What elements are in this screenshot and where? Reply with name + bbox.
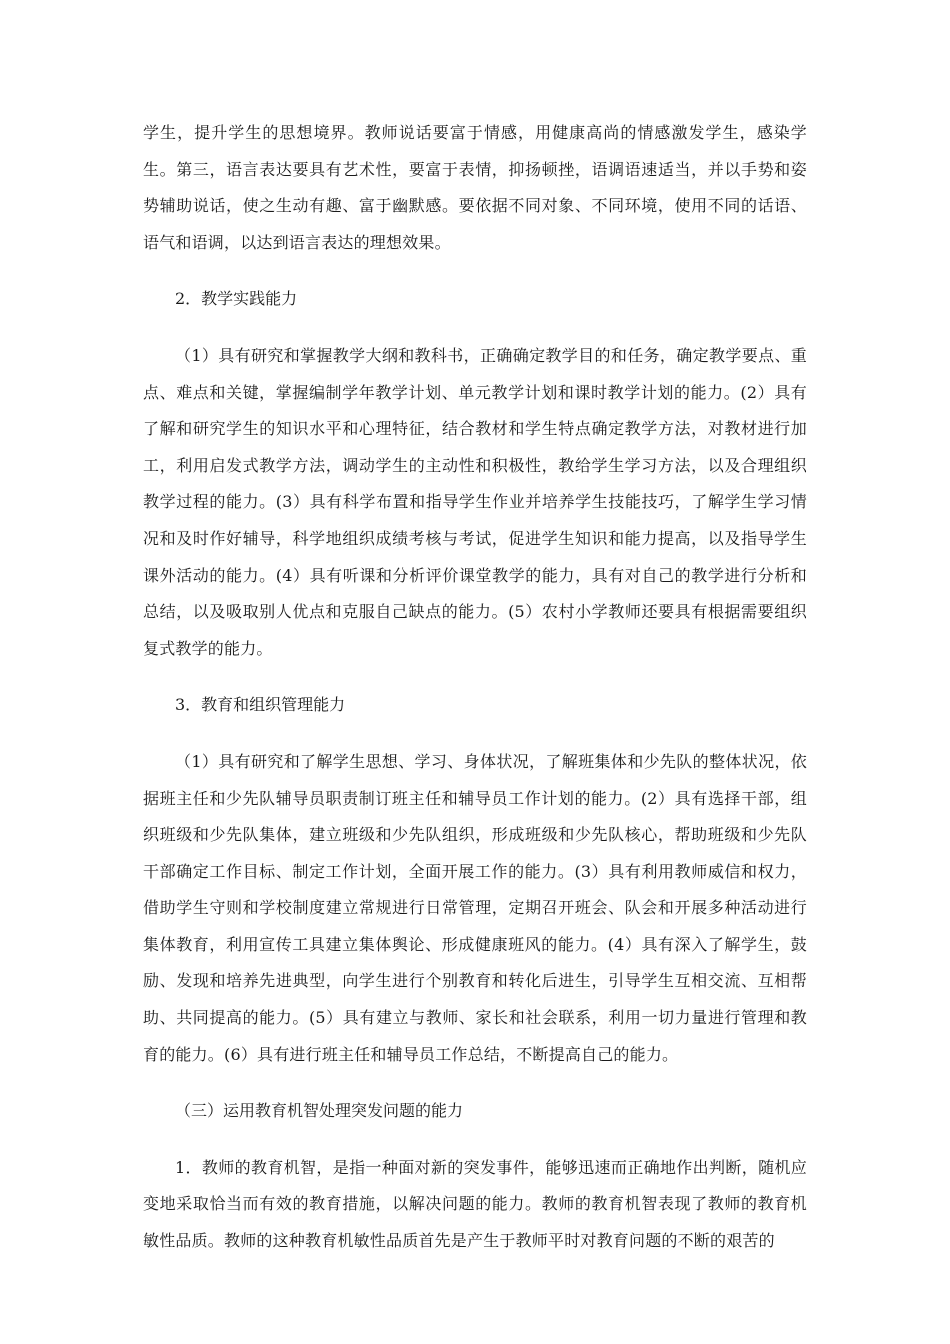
heading-education-management: 3．教育和组织管理能力 — [175, 695, 346, 715]
paragraph-intro: 学生，提升学生的思想境界。教师说话要富于情感，用健康高尚的情感激发学生，感染学生。第三，语言表达要具有艺术性，要富于表情，抑扬顿挫，语调语速适当，并以手势和姿势辅助说话，使之生动有趣、富于幽默感。要依据不同对象、不同环境，使用不同的话语、语气和语调，以达到语言表达的理想效果。 — [143, 123, 807, 252]
heading-teaching-practice: 2．教学实践能力 — [175, 289, 298, 309]
paragraph-gap — [143, 1130, 807, 1150]
paragraph-gap — [143, 318, 807, 338]
heading-educational-tact: （三）运用教育机智处理突发问题的能力 — [175, 1101, 464, 1121]
paragraph-gap — [143, 667, 807, 687]
paragraph-gap — [143, 1073, 807, 1093]
paragraph-educational-tact: 1．教师的教育机智，是指一种面对新的突发事件，能够迅速而正确地作出判断，随机应变地采取恰当而有效的教育措施，以解决问题的能力。教师的教育机智表现了教师的教育机敏性品质。教师的这种教育机敏性品质首先是产生于教师平时对教育问题的不断的艰苦的 — [143, 1157, 807, 1251]
paragraph-gap — [143, 724, 807, 744]
paragraph-gap — [143, 261, 807, 281]
paragraph-education-management: （1）具有研究和了解学生思想、学习、身体状况，了解班集体和少先队的整体状况，依据班主任和少先队辅导员职责制订班主任和辅导员工作计划的能力。(2）具有选择干部，组织班级和少先队集体，建立班级和少先队组织，形成班级和少先队核心，帮助班级和少先队干部确定工作目标、制定工作计划，全面开展工作的能力。(3）具有利用教师威信和权力，借助学生守则和学校制度建立常规进行日常管理，定期召开班会、队会和开展多种活动进行集体教育，利用宣传工具建立集体舆论、形成健康班风的能力。(4）具有深入了解学生，鼓励、发现和培养先进典型，向学生进行个别教育和转化后进生，引导学生互相交流、互相帮助、共同提高的能力。(5）具有建立与教师、家长和社会联系，利用一切力量进行管理和教育的能力。(6）具有进行班主任和辅导员工作总结，不断提高自己的能力。 — [143, 751, 807, 1064]
paragraph-teaching-practice: （1）具有研究和掌握教学大纲和教科书，正确确定教学目的和任务，确定教学要点、重点、难点和关键，掌握编制学年教学计划、单元教学计划和课时教学计划的能力。(2）具有了解和研究学生的知识水平和心理特征，结合教材和学生特点确定教学方法，对教材进行加工，利用启发式教学方法，调动学生的主动性和积极性，教给学生学习方法，以及合理组织教学过程的能力。(3）具有科学布置和指导学生作业并培养学生技能技巧，了解学生学习情况和及时作好辅导，科学地组织成绩考核与考试，促进学生知识和能力提高，以及指导学生课外活动的能力。(4）具有听课和分析评价课堂教学的能力，具有对自己的教学进行分析和总结，以及吸取别人优点和克服自己缺点的能力。(5）农村小学教师还要具有根据需要组织复式教学的能力。 — [143, 345, 807, 658]
